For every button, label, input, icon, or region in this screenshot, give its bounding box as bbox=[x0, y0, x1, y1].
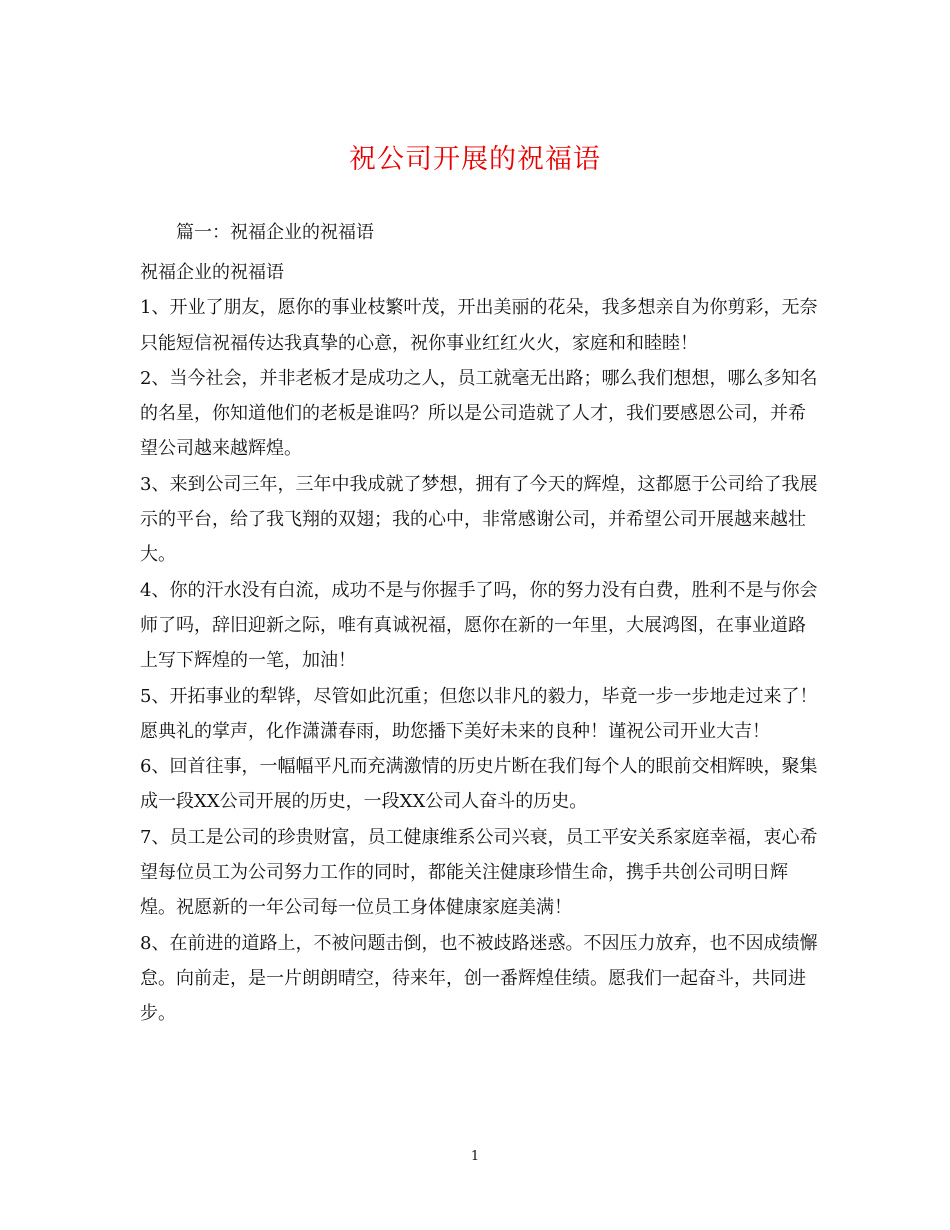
paragraph-6: 6、回首往事，一幅幅平凡而充满激情的历史片断在我们每个人的眼前交相辉映，聚集成一段XX公司开展的历史，一段XX公司人奋斗的历史。 bbox=[140, 756, 818, 813]
paragraph-4: 4、你的汗水没有白流，成功不是与你握手了吗，你的努力没有白费，胜利不是与你会师了吗，辞旧迎新之际，唯有真诚祝福，愿你在新的一年里，大展鸿图，在事业道路上写下辉煌的一笔，加油！ bbox=[140, 579, 818, 672]
paragraph-7: 7、员工是公司的珍贵财富，员工健康维系公司兴衰，员工平安关系家庭幸福，衷心希望每位员工为公司努力工作的同时，都能关注健康珍惜生命，携手共创公司明日辉煌。祝愿新的一年公司每一位员工身体健康家庭美满！ bbox=[140, 826, 818, 919]
paragraph-8: 8、在前进的道路上，不被问题击倒，也不被歧路迷惑。不因压力放弃，也不因成绩懈怠。向前走，是一片朗朗晴空，待来年，创一番辉煌佳绩。愿我们一起奋斗，共同进步。 bbox=[140, 932, 818, 1025]
subheading: 祝福企业的祝福语 bbox=[140, 262, 284, 283]
paragraph-5: 5、开拓事业的犁铧，尽管如此沉重；但您以非凡的毅力，毕竟一步一步地走过来了！愿典礼的掌声，化作潇潇春雨，助您播下美好未来的良种！谨祝公司开业大吉！ bbox=[140, 685, 818, 742]
paragraph-1: 1、开业了朋友，愿你的事业枝繁叶茂，开出美丽的花朵，我多想亲自为你剪彩，无奈只能短信祝福传达我真挚的心意，祝你事业红红火火，家庭和和睦睦！ bbox=[140, 297, 818, 354]
document-title: 祝公司开展的祝福语 bbox=[349, 144, 601, 175]
paragraph-2: 2、当今社会，并非老板才是成功之人，员工就毫无出路；哪么我们想想，哪么多知名的名星，你知道他们的老板是谁吗？所以是公司造就了人才，我们要感恩公司，并希望公司越来越辉煌。 bbox=[140, 367, 818, 460]
section-heading: 篇一：祝福企业的祝福语 bbox=[176, 222, 374, 243]
page-number: 1 bbox=[470, 1149, 480, 1164]
paragraph-3: 3、来到公司三年，三年中我成就了梦想，拥有了今天的辉煌，这都愿于公司给了我展示的平台，给了我飞翔的双翅；我的心中，非常感谢公司，并希望公司开展越来越壮大。 bbox=[140, 473, 818, 566]
document-body bbox=[140, 255, 820, 1032]
